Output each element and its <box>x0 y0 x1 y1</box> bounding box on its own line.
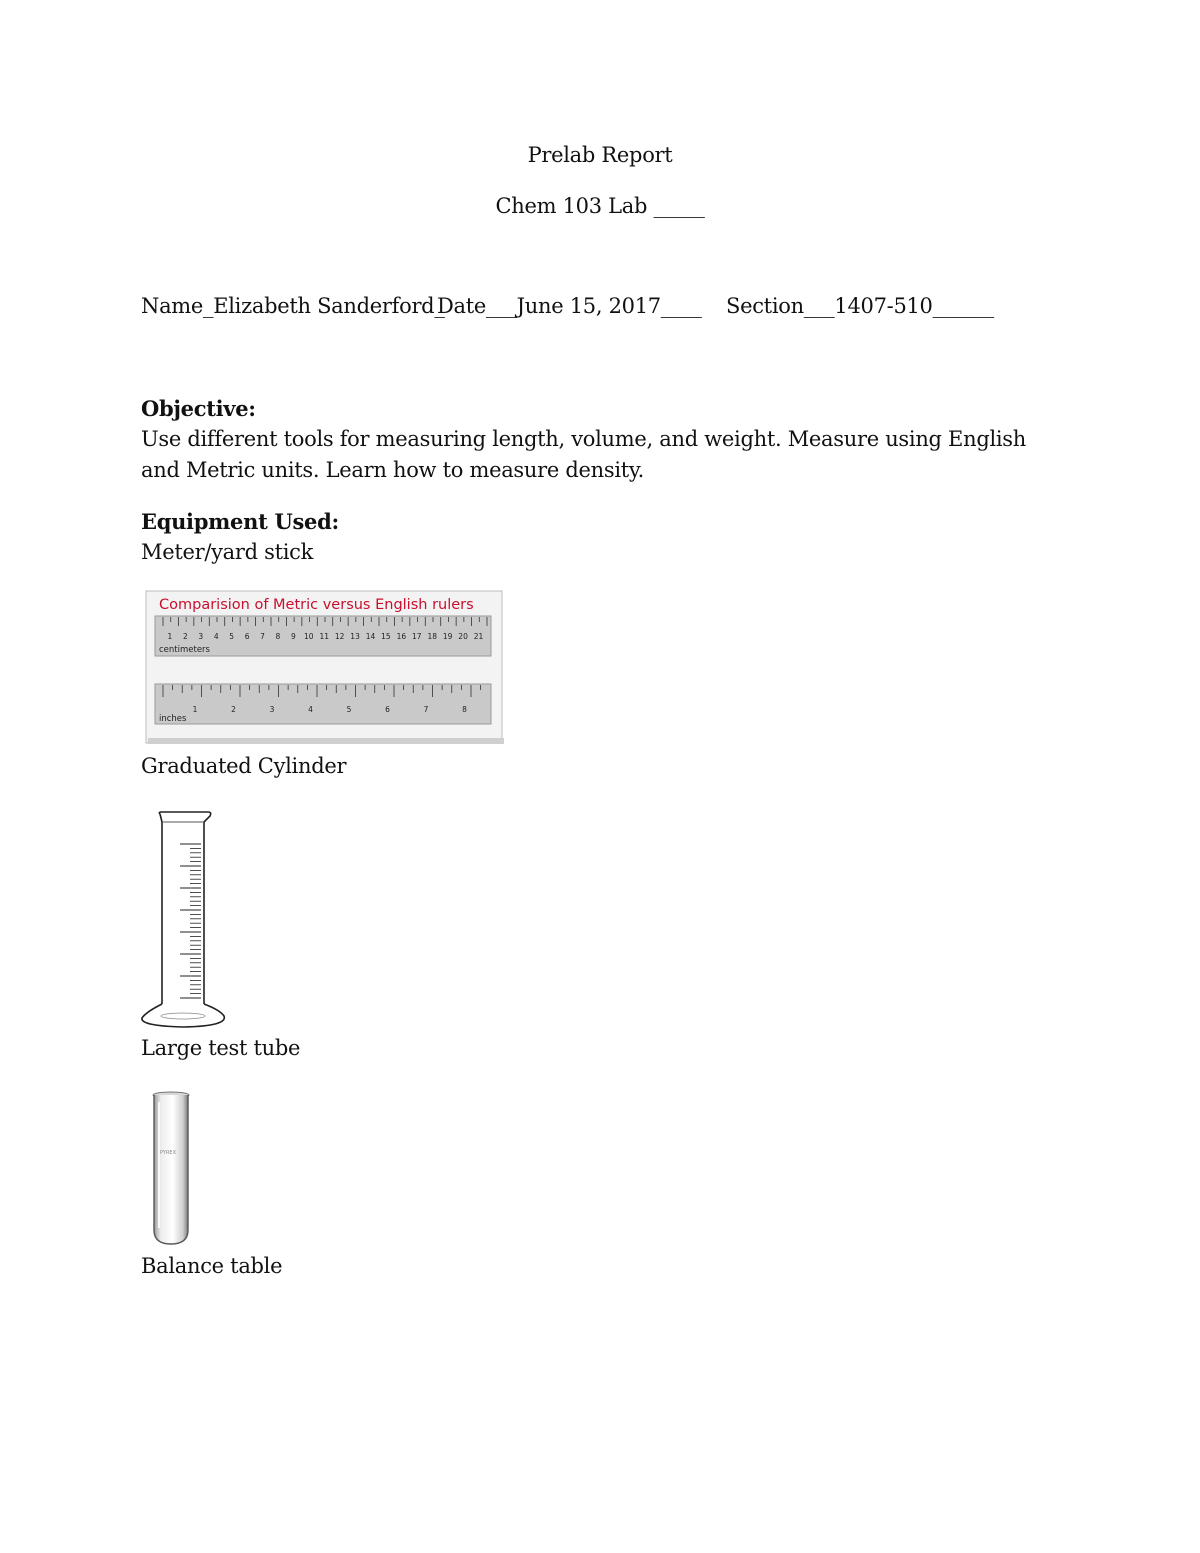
english-ruler <box>155 684 491 724</box>
equipment-item-graduated-cylinder: Graduated Cylinder <box>141 754 347 778</box>
cm-tick-label: 6 <box>244 632 250 641</box>
cm-tick-label: 13 <box>350 632 360 641</box>
cm-tick-label: 15 <box>381 632 391 641</box>
objective-text: Use different tools for measuring length, volume, and weight. Measure using English and Metric units. Learn how to measure density. <box>141 427 1026 482</box>
inch-tick-label: 5 <box>346 705 352 714</box>
inch-tick-label: 8 <box>462 705 467 714</box>
date-field: Date___June 15, 2017____ <box>437 294 702 318</box>
cm-tick-label: 12 <box>334 632 345 641</box>
svg-text:PYREX: PYREX <box>160 1150 177 1156</box>
cm-tick-label: 19 <box>442 632 453 641</box>
cm-tick-label: 7 <box>260 632 265 641</box>
cm-tick-label: 9 <box>290 632 296 641</box>
cm-tick-label: 4 <box>213 632 219 641</box>
section-field: Section___1407-510______ <box>726 294 994 318</box>
graduated-cylinder-image <box>138 808 230 1032</box>
ruler-figure-title: Comparision of Metric versus English rulers <box>159 597 474 613</box>
course-line: Chem 103 Lab _____ <box>495 194 705 218</box>
cm-tick-label: 16 <box>396 632 407 641</box>
inch-tick-label: 7 <box>423 705 429 714</box>
ruler-comparison-image <box>143 588 505 746</box>
cm-tick-label: 3 <box>198 632 204 641</box>
equipment-item-meter-stick: Meter/yard stick <box>141 540 314 564</box>
cm-tick-label: 21 <box>473 632 484 641</box>
cm-tick-label: 5 <box>229 632 235 641</box>
cm-tick-label: 20 <box>458 632 468 641</box>
cm-tick-label: 17 <box>412 632 422 641</box>
inch-tick-label: 2 <box>231 705 236 714</box>
cm-tick-label: 2 <box>182 632 188 641</box>
equipment-item-test-tube: Large test tube <box>141 1036 301 1060</box>
metric-unit-label: centimeters <box>159 645 210 655</box>
name-field: Name_Elizabeth Sanderford_ <box>141 294 445 318</box>
cm-tick-label: 18 <box>427 632 438 641</box>
equipment-heading: Equipment Used: <box>141 509 339 534</box>
cm-tick-label: 10 <box>304 632 314 641</box>
page-title: Prelab Report <box>527 143 673 167</box>
test-tube-image <box>148 1090 194 1248</box>
cm-tick-label: 1 <box>167 632 173 641</box>
inch-tick-label: 6 <box>385 705 390 714</box>
cm-tick-label: 8 <box>275 632 281 641</box>
equipment-item-balance-table: Balance table <box>141 1254 283 1278</box>
cm-tick-label: 11 <box>319 632 330 641</box>
objective-heading: Objective: <box>141 396 256 421</box>
cm-tick-label: 14 <box>365 632 376 641</box>
inch-tick-label: 3 <box>269 705 275 714</box>
english-unit-label: inches <box>159 714 187 724</box>
inch-tick-label: 1 <box>192 705 198 714</box>
inch-tick-label: 4 <box>308 705 313 714</box>
